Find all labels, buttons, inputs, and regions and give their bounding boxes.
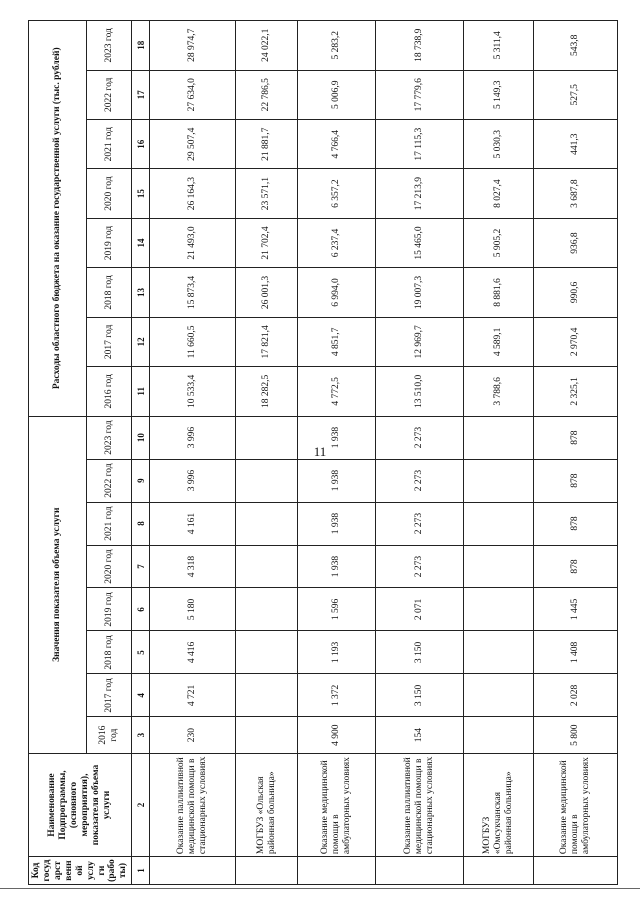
expense-cell: 29 507,4 [150, 119, 236, 168]
volume-cell: 1 372 [298, 674, 376, 717]
expense-cell: 26 164,3 [150, 169, 236, 218]
expense-cell: 17 821,4 [236, 317, 298, 366]
index-cell: 11 [132, 367, 150, 416]
expense-cell: 15 465,0 [376, 218, 464, 267]
volume-cell [236, 416, 298, 459]
index-cell: 7 [132, 545, 150, 588]
volume-cell: 1 596 [298, 588, 376, 631]
expense-cell: 2 970,4 [534, 317, 618, 366]
volume-cell [236, 502, 298, 545]
volume-cell [464, 674, 534, 717]
index-cell: 6 [132, 588, 150, 631]
expense-cell: 17 115,3 [376, 119, 464, 168]
index-cell: 17 [132, 70, 150, 119]
volume-cell: 4 721 [150, 674, 236, 717]
index-cell: 1 [132, 857, 150, 885]
expense-cell: 543,8 [534, 21, 618, 71]
rotated-table-wrapper [28, 20, 628, 885]
expense-cell: 4 772,5 [298, 367, 376, 416]
volume-cell: 878 [534, 502, 618, 545]
expense-cell: 5 006,9 [298, 70, 376, 119]
volume-cell [464, 545, 534, 588]
volume-cell: 2 071 [376, 588, 464, 631]
year-header: 2019 год [87, 218, 132, 267]
code-cell [236, 857, 298, 885]
expense-cell: 19 007,3 [376, 268, 464, 317]
service-name-cell: Оказание паллиативной медицинской помощи в стационарных условиях [150, 753, 236, 856]
service-name-cell: МОГБУЗ «Ольская районная больница» [236, 753, 298, 856]
volume-cell [464, 502, 534, 545]
volume-cell [464, 631, 534, 674]
year-header: 2017 год [87, 674, 132, 717]
index-cell: 12 [132, 317, 150, 366]
code-cell [376, 857, 464, 885]
index-cell: 10 [132, 416, 150, 459]
volume-cell: 2 273 [376, 502, 464, 545]
volume-cell: 4 416 [150, 631, 236, 674]
index-cell: 9 [132, 459, 150, 502]
index-cell: 8 [132, 502, 150, 545]
header-code: Код государственной услуги (работы) [29, 857, 132, 885]
volume-cell [236, 674, 298, 717]
volume-cell: 2 273 [376, 545, 464, 588]
volume-cell: 230 [150, 717, 236, 754]
expense-cell: 23 571,1 [236, 169, 298, 218]
year-header: 2018 год [87, 631, 132, 674]
volume-cell: 1 408 [534, 631, 618, 674]
expense-cell: 11 660,5 [150, 317, 236, 366]
expense-cell: 8 881,6 [464, 268, 534, 317]
year-header: 2023 год [87, 416, 132, 459]
expense-cell: 990,6 [534, 268, 618, 317]
code-cell [534, 857, 618, 885]
year-header: 2020 год [87, 169, 132, 218]
volume-cell: 878 [534, 545, 618, 588]
expense-cell: 17 213,9 [376, 169, 464, 218]
expense-cell: 6 237,4 [298, 218, 376, 267]
expense-cell: 24 022,1 [236, 21, 298, 71]
volume-cell: 2 273 [376, 416, 464, 459]
expense-cell: 15 873,4 [150, 268, 236, 317]
volume-cell [236, 459, 298, 502]
index-cell: 14 [132, 218, 150, 267]
expense-cell: 5 311,4 [464, 21, 534, 71]
index-cell: 16 [132, 119, 150, 168]
expense-cell: 13 510,0 [376, 367, 464, 416]
expense-cell: 27 634,0 [150, 70, 236, 119]
page-number: 11 [313, 444, 327, 459]
year-header: 2016 год [87, 367, 132, 416]
expense-cell: 936,8 [534, 218, 618, 267]
volume-cell: 878 [534, 459, 618, 502]
volume-cell: 1 938 [298, 459, 376, 502]
table-row [464, 21, 534, 885]
year-header: 2021 год [87, 502, 132, 545]
volume-cell: 3 996 [150, 459, 236, 502]
volume-cell [464, 459, 534, 502]
table-row [298, 21, 376, 885]
volume-cell: 1 938 [298, 502, 376, 545]
volume-cell: 1 938 [298, 545, 376, 588]
volume-cell: 5 180 [150, 588, 236, 631]
index-row [132, 21, 150, 885]
expense-cell: 22 786,5 [236, 70, 298, 119]
volume-cell: 2 273 [376, 459, 464, 502]
year-header: 2022 год [87, 70, 132, 119]
volume-cell: 878 [534, 416, 618, 459]
expense-cell: 28 974,7 [150, 21, 236, 71]
year-header: 2018 год [87, 268, 132, 317]
year-header: 2019 год [87, 588, 132, 631]
volume-cell: 2 028 [534, 674, 618, 717]
header-volume-group: Значения показателя объема услуги [29, 416, 87, 753]
year-header: 2021 год [87, 119, 132, 168]
service-name-cell: Оказание медицинской помощи в амбулаторных условиях [534, 753, 618, 856]
expense-cell: 6 357,2 [298, 169, 376, 218]
volume-cell [236, 717, 298, 754]
expense-cell: 10 533,4 [150, 367, 236, 416]
table-row [236, 21, 298, 885]
expense-cell: 18 282,5 [236, 367, 298, 416]
expense-cell: 5 283,2 [298, 21, 376, 71]
year-header: 2020 год [87, 545, 132, 588]
table-row [150, 21, 236, 885]
expense-cell: 12 969,7 [376, 317, 464, 366]
expense-cell: 441,3 [534, 119, 618, 168]
expense-cell: 6 994,0 [298, 268, 376, 317]
expense-cell: 18 738,9 [376, 21, 464, 71]
volume-cell: 4 161 [150, 502, 236, 545]
year-header: 2022 год [87, 459, 132, 502]
rotated-sheet [28, 20, 628, 885]
volume-cell [236, 588, 298, 631]
volume-cell: 3 150 [376, 674, 464, 717]
expense-cell: 21 493,0 [150, 218, 236, 267]
year-header: 2016 год [87, 717, 132, 754]
code-cell [298, 857, 376, 885]
index-cell: 2 [132, 753, 150, 856]
volume-cell: 3 150 [376, 631, 464, 674]
volume-cell [464, 416, 534, 459]
volume-cell: 1 193 [298, 631, 376, 674]
header-name: Наименование Подпрограммы, (основного мероприятия), показателя объема услуги [29, 753, 132, 856]
volume-cell: 154 [376, 717, 464, 754]
volume-cell [236, 631, 298, 674]
expense-cell: 527,5 [534, 70, 618, 119]
index-cell: 15 [132, 169, 150, 218]
table-row [376, 21, 464, 885]
volume-cell [464, 717, 534, 754]
volume-cell: 4 900 [298, 717, 376, 754]
table-body [150, 21, 618, 885]
expense-cell: 17 779,6 [376, 70, 464, 119]
index-cell: 18 [132, 21, 150, 71]
budget-table [28, 20, 618, 885]
expense-cell: 3 788,6 [464, 367, 534, 416]
index-cell: 3 [132, 717, 150, 754]
year-header: 2017 год [87, 317, 132, 366]
index-cell: 4 [132, 674, 150, 717]
expense-cell: 4 766,4 [298, 119, 376, 168]
expense-cell: 21 881,7 [236, 119, 298, 168]
code-cell [150, 857, 236, 885]
expense-cell: 3 687,8 [534, 169, 618, 218]
expense-cell: 4 589,1 [464, 317, 534, 366]
volume-cell [464, 588, 534, 631]
volume-cell: 1 445 [534, 588, 618, 631]
volume-cell: 3 996 [150, 416, 236, 459]
bottom-rule [0, 888, 640, 889]
index-cell: 13 [132, 268, 150, 317]
volume-cell: 5 800 [534, 717, 618, 754]
service-name-cell: Оказание паллиативной медицинской помощи в стационарных условиях [376, 753, 464, 856]
expense-cell: 5 905,2 [464, 218, 534, 267]
expense-cell: 2 325,1 [534, 367, 618, 416]
volume-cell: 1 938 [298, 416, 376, 459]
volume-cell: 4 318 [150, 545, 236, 588]
header-budget-group: Расходы областного бюджета на оказание государственной услуги (тыс. рублей) [29, 21, 87, 417]
expense-cell: 5 030,3 [464, 119, 534, 168]
expense-cell: 26 001,3 [236, 268, 298, 317]
service-name-cell: Оказание медицинской помощи в амбулаторных условиях [298, 753, 376, 856]
expense-cell: 8 027,4 [464, 169, 534, 218]
expense-cell: 4 851,7 [298, 317, 376, 366]
index-cell: 5 [132, 631, 150, 674]
service-name-cell: МОГБУЗ «Омсукчанская районная больница» [464, 753, 534, 856]
volume-cell [236, 545, 298, 588]
code-cell [464, 857, 534, 885]
year-header: 2023 год [87, 21, 132, 71]
table-row [534, 21, 618, 885]
expense-cell: 21 702,4 [236, 218, 298, 267]
expense-cell: 5 149,3 [464, 70, 534, 119]
